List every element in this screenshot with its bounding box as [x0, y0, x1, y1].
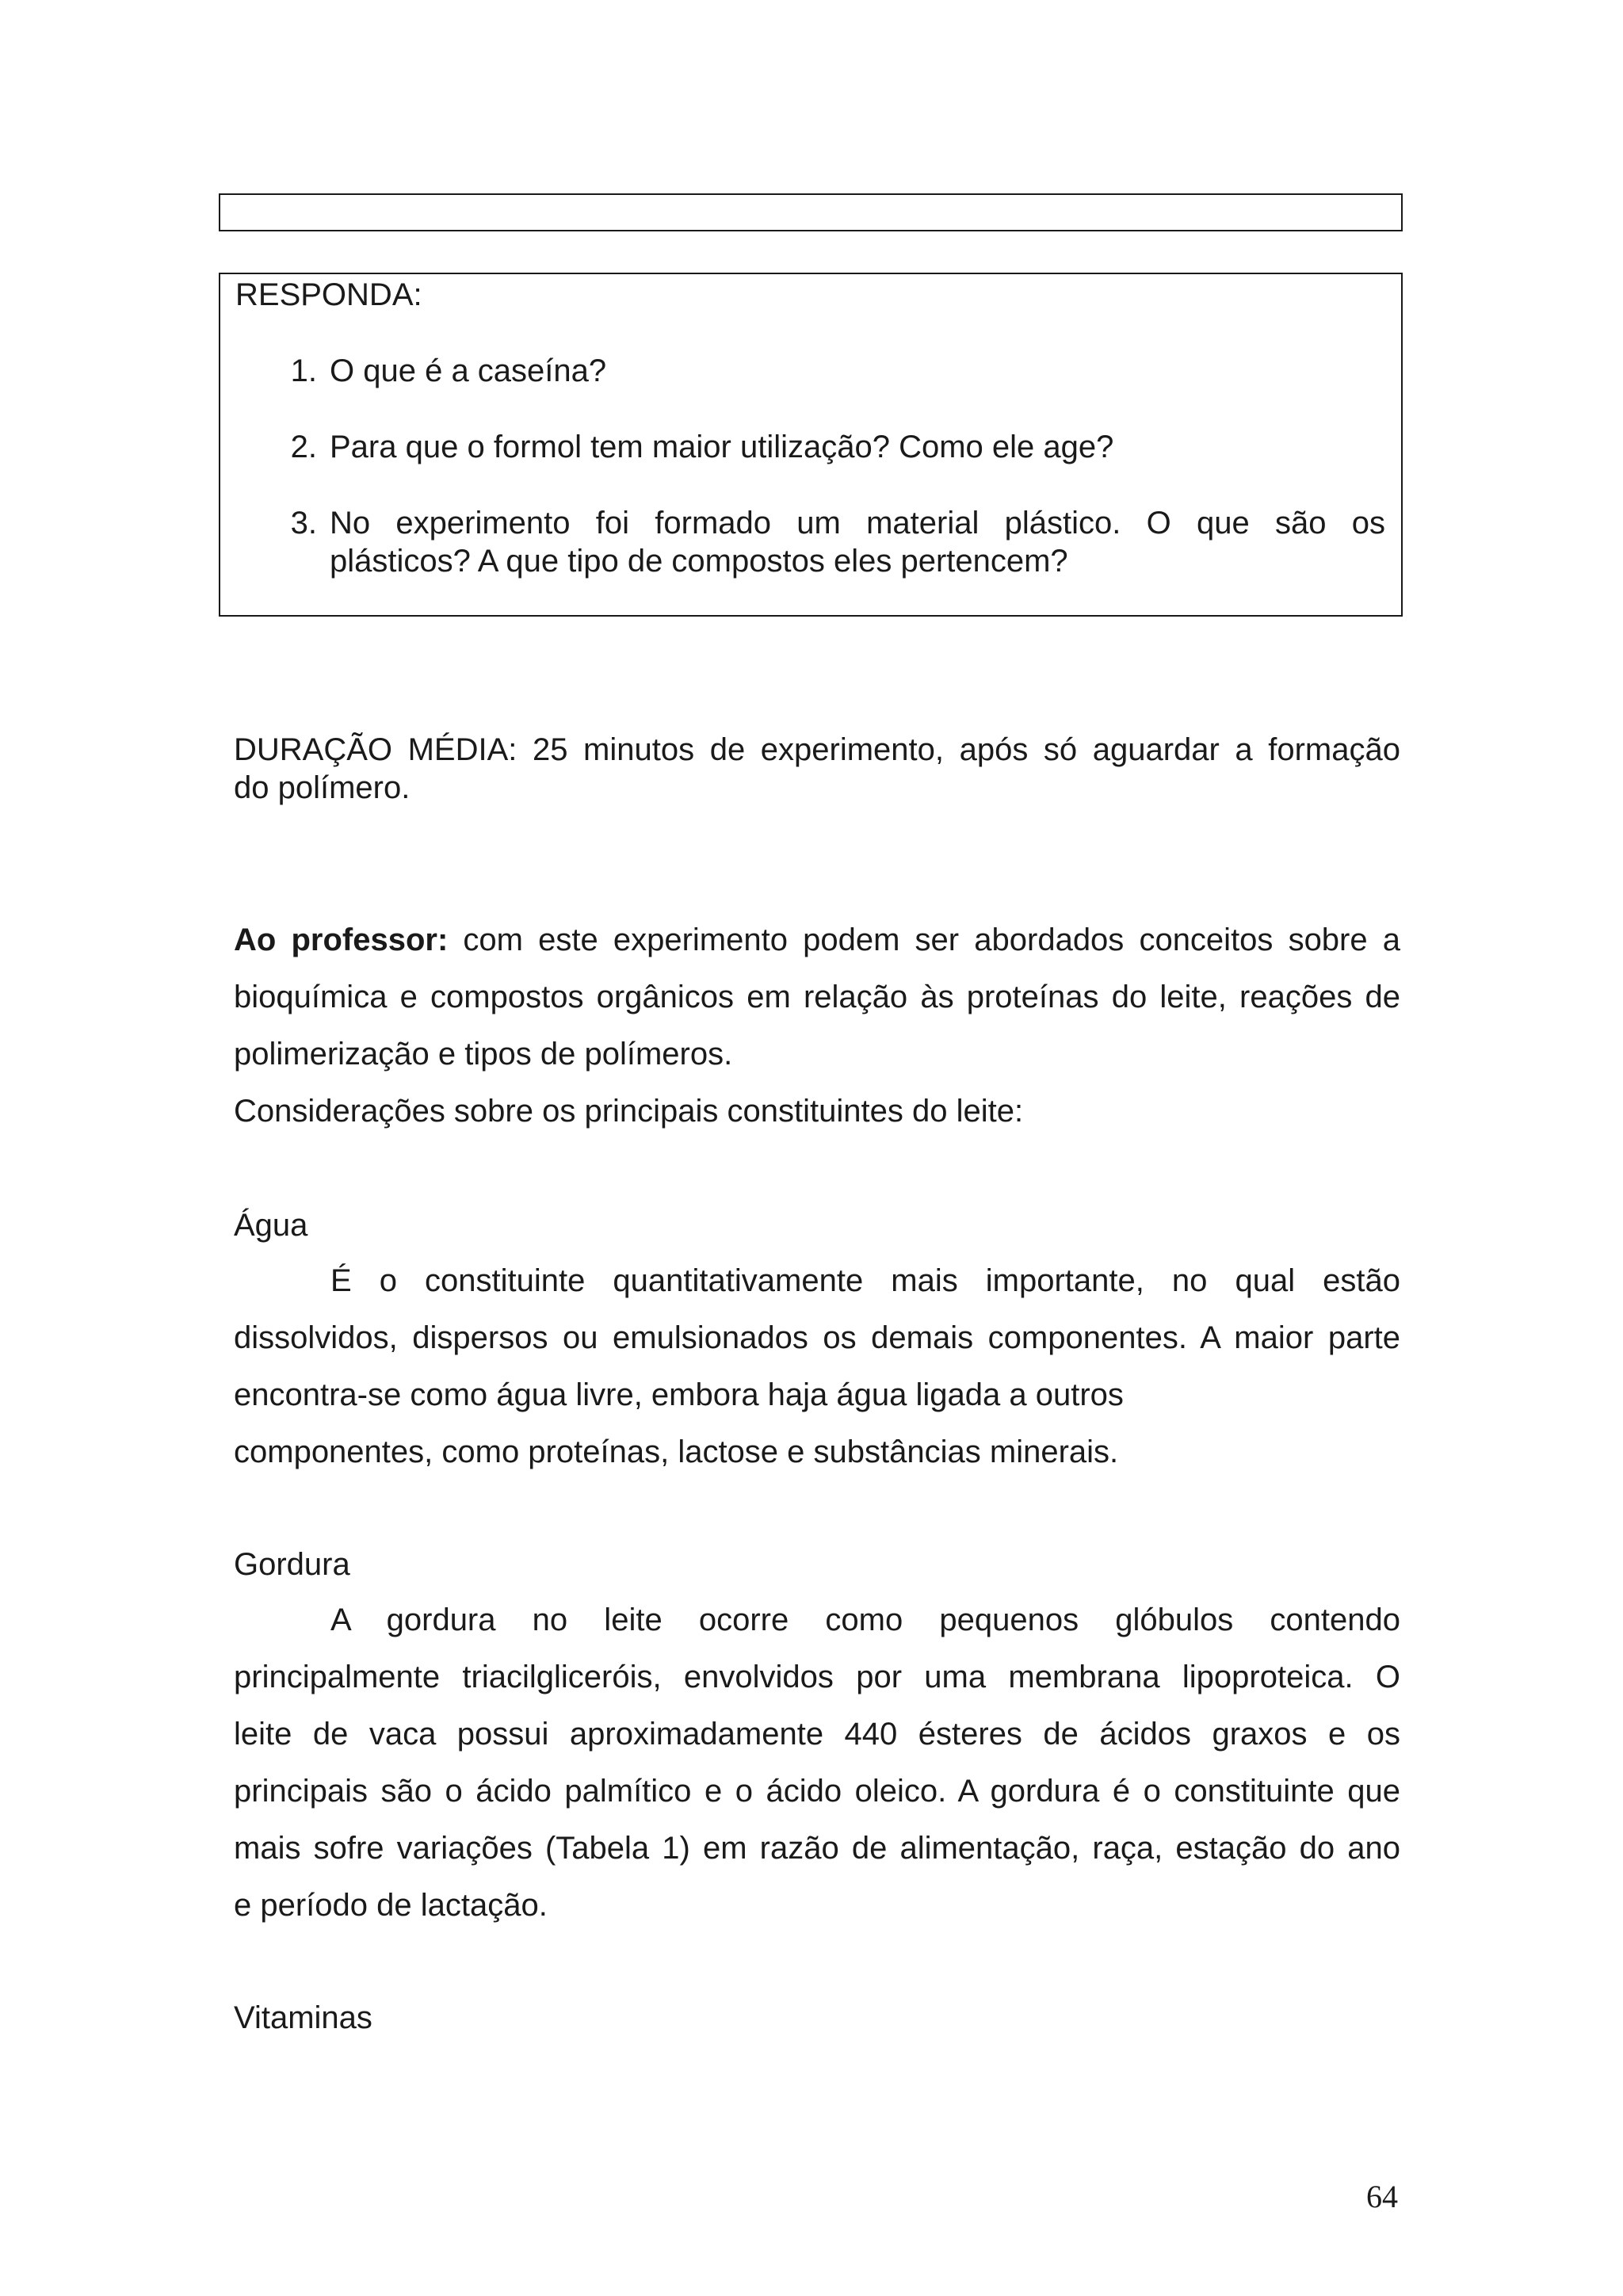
- question-item: [277, 504, 1385, 580]
- teacher-note-label: Ao professor:: [234, 923, 449, 957]
- question-number: 1.: [290, 353, 317, 388]
- section-heading-gordura: Gordura: [234, 1547, 350, 1582]
- teacher-note-paragraph: [234, 911, 1400, 1083]
- constituents-intro: Considerações sobre os principais constituintes do leite:: [234, 1094, 1024, 1129]
- question-number: 2.: [290, 430, 317, 464]
- section-gordura-line: A gordura no leite ocorre como pequenos glóbulos contendo: [330, 1603, 1400, 1637]
- page-number: 64: [1366, 2179, 1398, 2214]
- question-text: [330, 504, 1385, 580]
- question-text: Para que o formol tem maior utilização? Como ele age?: [330, 430, 1114, 464]
- section-agua-line: componentes, como proteínas, lactose e substâncias minerais.: [234, 1435, 1119, 1469]
- teacher-note-line: polimerização e tipos de polímeros.: [234, 1037, 733, 1072]
- section-gordura-line: principalmente triacilgliceróis, envolvidos por uma membrana lipoproteica. O: [234, 1660, 1400, 1694]
- section-heading-agua: Água: [234, 1208, 308, 1243]
- questions-box: [219, 273, 1403, 617]
- duration-line: do polímero.: [234, 770, 411, 805]
- section-agua-paragraph: [234, 1252, 1400, 1480]
- section-gordura-line: principais são o ácido palmítico e o ácido oleico. A gordura é o constituinte que: [234, 1774, 1400, 1809]
- section-gordura-line: leite de vaca possui aproximadamente 440 ésteres de ácidos graxos e os: [234, 1717, 1400, 1752]
- section-gordura-paragraph: [234, 1591, 1400, 1934]
- section-agua-line: encontra-se como água livre, embora haja água ligada a outros: [234, 1377, 1124, 1412]
- section-agua-line: É o constituinte quantitativamente mais importante, no qual estão: [330, 1263, 1400, 1298]
- teacher-note-text: com este experimento podem ser abordados conceitos sobre a: [448, 923, 1401, 957]
- questions-title: RESPONDA:: [235, 277, 422, 312]
- section-agua-line: dissolvidos, dispersos ou emulsionados os demais componentes. A maior parte: [234, 1320, 1400, 1355]
- question-number: 3.: [290, 506, 317, 541]
- empty-frame: [219, 193, 1403, 231]
- teacher-note-line: [234, 911, 1400, 968]
- section-gordura-line: mais sofre variações (Tabela 1) em razão de alimentação, raça, estação do ano: [234, 1831, 1400, 1866]
- teacher-note-line: bioquímica e compostos orgânicos em relação às proteínas do leite, reações de: [234, 980, 1400, 1014]
- section-heading-vitaminas: Vitaminas: [234, 2000, 372, 2035]
- duration-paragraph: [234, 731, 1400, 807]
- question-item: [277, 352, 1385, 390]
- question-text: O que é a caseína?: [330, 353, 607, 388]
- question-text-line: No experimento foi formado um material plástico. O que são os: [330, 506, 1385, 541]
- question-text-line: plásticos? A que tipo de compostos eles pertencem?: [330, 544, 1068, 579]
- duration-line: DURAÇÃO MÉDIA: 25 minutos de experimento, após só aguardar a formação: [234, 732, 1400, 767]
- question-item: [277, 428, 1385, 466]
- section-gordura-line: e período de lactação.: [234, 1888, 548, 1923]
